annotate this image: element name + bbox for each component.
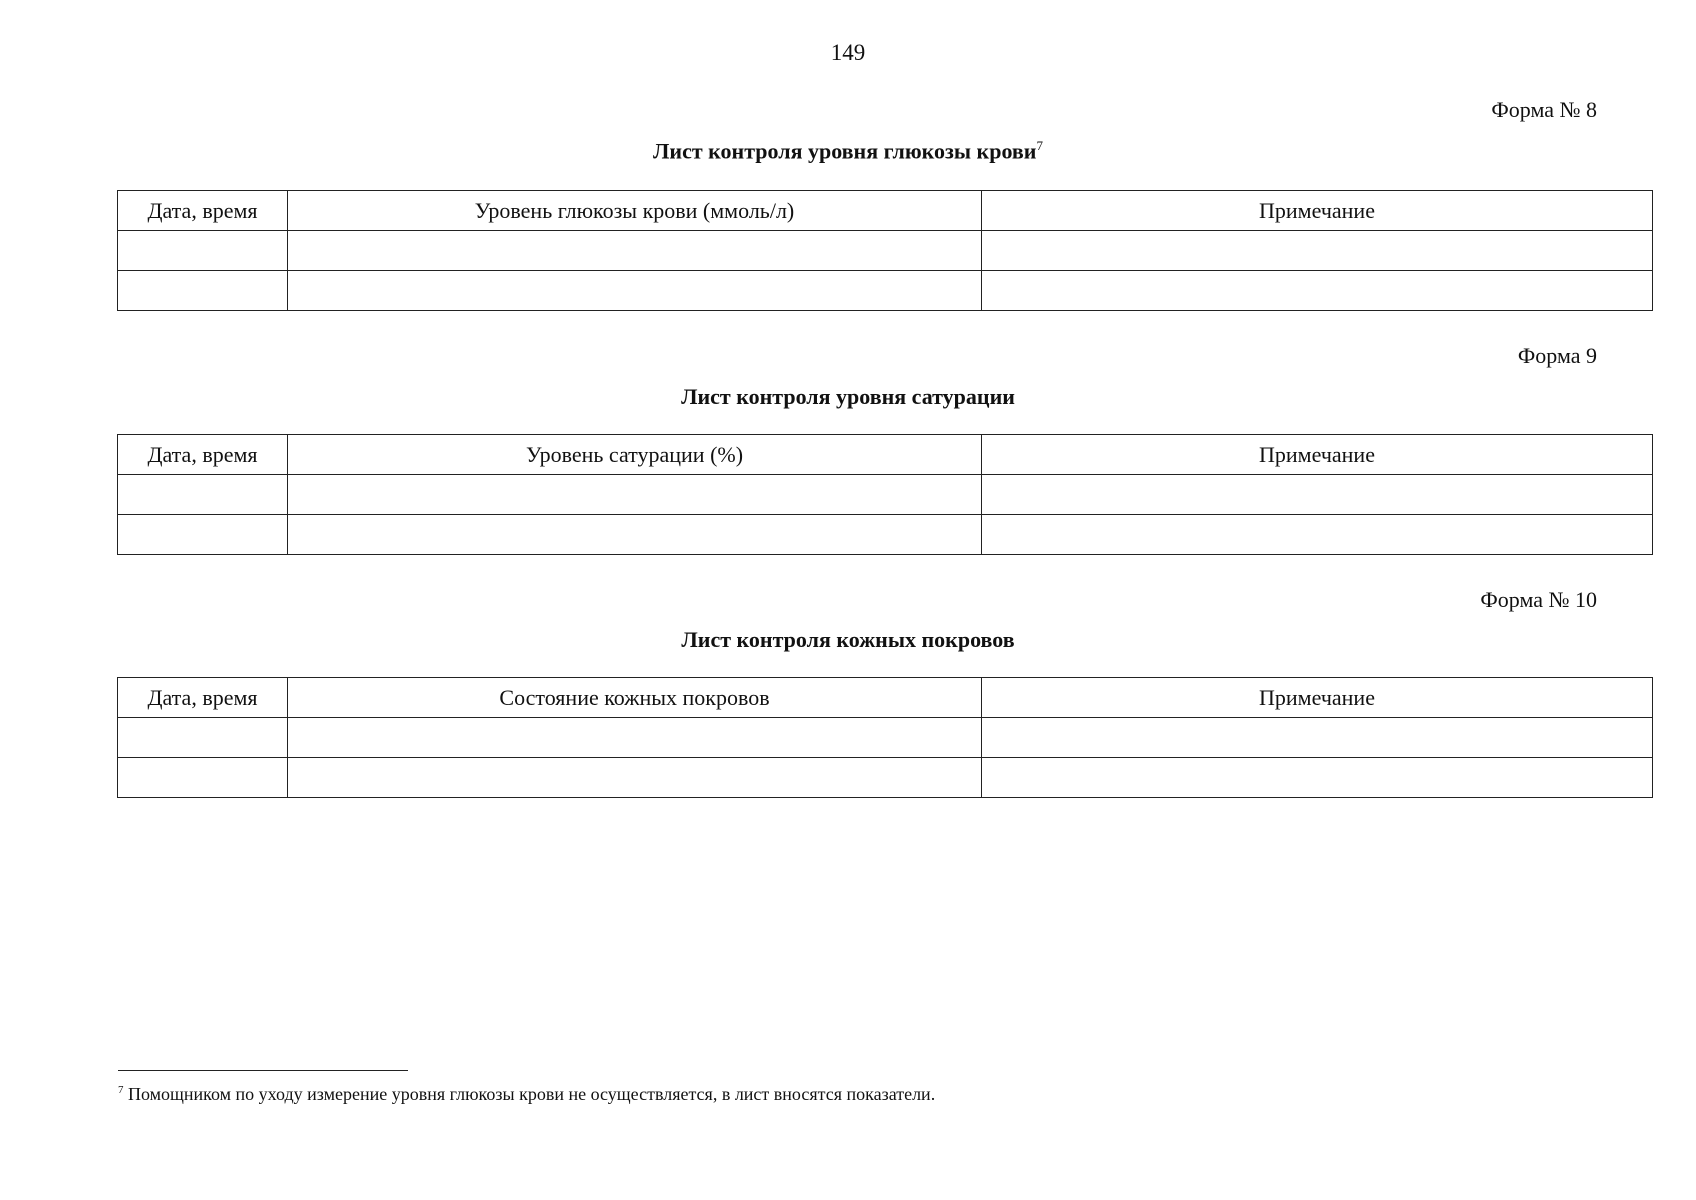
form-10-title: Лист контроля кожных покровов xyxy=(681,627,1015,652)
table-cell[interactable] xyxy=(118,515,288,555)
table-cell[interactable] xyxy=(982,271,1653,311)
table-cell[interactable] xyxy=(118,231,288,271)
table-row xyxy=(118,515,1653,555)
glucose-table xyxy=(117,190,1653,311)
table-cell[interactable] xyxy=(118,271,288,311)
table-cell[interactable] xyxy=(118,718,288,758)
table-row xyxy=(118,718,1653,758)
table-cell[interactable] xyxy=(288,231,982,271)
table-row xyxy=(118,271,1653,311)
footnote-ref: 7 xyxy=(1036,138,1043,153)
table-cell[interactable] xyxy=(118,475,288,515)
footnote xyxy=(118,1084,935,1105)
footnote-text: Помощником по уходу измерение уровня глюкозы крови не осуществляется, в лист вносятся показатели. xyxy=(128,1084,936,1104)
header-note: Примечание xyxy=(982,191,1653,231)
table-cell[interactable] xyxy=(288,475,982,515)
header-date-time: Дата, время xyxy=(118,435,288,475)
header-note: Примечание xyxy=(982,435,1653,475)
form-8-title-text: Лист контроля уровня глюкозы крови xyxy=(653,138,1037,164)
table-row xyxy=(118,475,1653,515)
footnote-divider xyxy=(118,1070,408,1071)
header-saturation-level: Уровень сатурации (%) xyxy=(288,435,982,475)
table-header-row xyxy=(118,435,1653,475)
table-cell[interactable] xyxy=(288,271,982,311)
footnote-number: 7 xyxy=(118,1084,124,1096)
table-cell[interactable] xyxy=(118,758,288,798)
form-8-label: Форма № 8 xyxy=(1491,97,1597,122)
table-cell[interactable] xyxy=(288,515,982,555)
page-number: 149 xyxy=(830,40,866,65)
saturation-table xyxy=(117,434,1653,555)
header-note: Примечание xyxy=(982,678,1653,718)
table-row xyxy=(118,758,1653,798)
table-cell[interactable] xyxy=(982,515,1653,555)
table-header-row xyxy=(118,191,1653,231)
header-date-time: Дата, время xyxy=(118,191,288,231)
table-cell[interactable] xyxy=(288,718,982,758)
table-cell[interactable] xyxy=(982,475,1653,515)
form-9-label: Форма 9 xyxy=(1517,343,1597,368)
table-row xyxy=(118,231,1653,271)
header-date-time: Дата, время xyxy=(118,678,288,718)
skin-table xyxy=(117,677,1653,798)
form-10-label: Форма № 10 xyxy=(1480,587,1597,612)
header-skin-condition: Состояние кожных покровов xyxy=(288,678,982,718)
table-cell[interactable] xyxy=(982,718,1653,758)
form-9-title: Лист контроля уровня сатурации xyxy=(681,384,1015,409)
form-8-title xyxy=(0,138,1696,164)
header-glucose-level: Уровень глюкозы крови (ммоль/л) xyxy=(288,191,982,231)
table-header-row xyxy=(118,678,1653,718)
table-cell[interactable] xyxy=(288,758,982,798)
table-cell[interactable] xyxy=(982,231,1653,271)
table-cell[interactable] xyxy=(982,758,1653,798)
